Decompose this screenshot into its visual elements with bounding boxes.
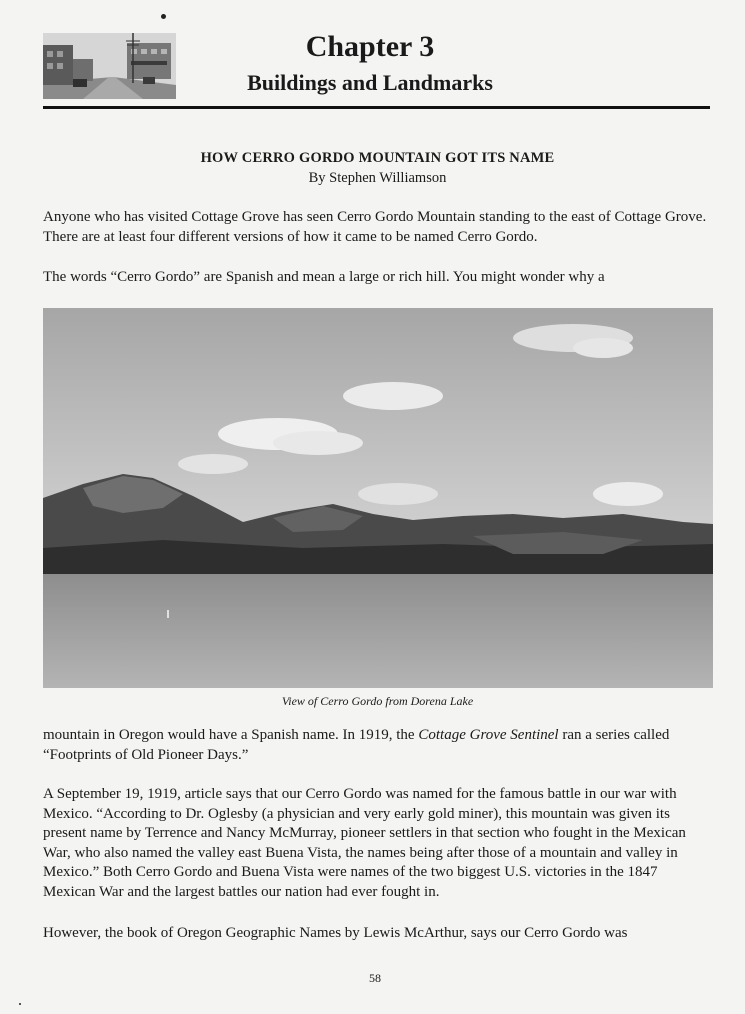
chapter-subtitle: Buildings and Landmarks <box>247 70 493 95</box>
header-divider <box>43 106 710 109</box>
chapter-title: Chapter 3 <box>305 30 435 63</box>
street-scene-photo <box>43 33 176 99</box>
paragraph-continuation <box>43 726 713 765</box>
article-title: HOW CERRO GORDO MOUNTAIN GOT ITS NAME <box>200 150 555 166</box>
continuation-text-end: ran a series called “Footprints of Old Pioneer Days.” <box>43 727 670 763</box>
paragraph-1919-article: A September 19, 1919, article says that our Cerro Gordo was named for the famous battle in our war with Mexico. “According to Dr. Oglesby (a physician and very early gold miner), this mountain was given its present name by Terrence and Nancy McMurray, pioneer settlers in that section who fought in the Mexican War, who also named the valley east Buena Vista, the names being after those of a mountain and valley in Mexico.” Both Cerro Gordo and Buena Vista were names of the two biggest U.S. victories in the 1847 Mexican War and the largest battles our nation had ever fought in. <box>43 786 686 900</box>
ink-speck <box>19 1003 21 1005</box>
paragraph-mcarthur: However, the book of Oregon Geographic Names by Lewis McArthur, says our Cerro Gordo was <box>43 925 628 941</box>
paragraph-spanish-meaning: The words “Cerro Gordo” are Spanish and mean a large or rich hill. You might wonder why a <box>43 269 605 285</box>
page-number: 58 <box>369 971 381 985</box>
cerro-gordo-photo <box>43 308 713 688</box>
ink-speck <box>161 14 166 19</box>
paragraph-intro: Anyone who has visited Cottage Grove has seen Cerro Gordo Mountain standing to the east of Cottage Grove. There are at least four different versions of how it came to be named Cerro Gordo. <box>43 209 707 245</box>
newspaper-name: Cottage Grove Sentinel <box>418 727 559 743</box>
continuation-text-start: mountain in Oregon would have a Spanish name. In 1919, the <box>43 727 419 743</box>
article-byline: By Stephen Williamson <box>308 170 447 186</box>
photo-caption: View of Cerro Gordo from Dorena Lake <box>281 694 474 708</box>
